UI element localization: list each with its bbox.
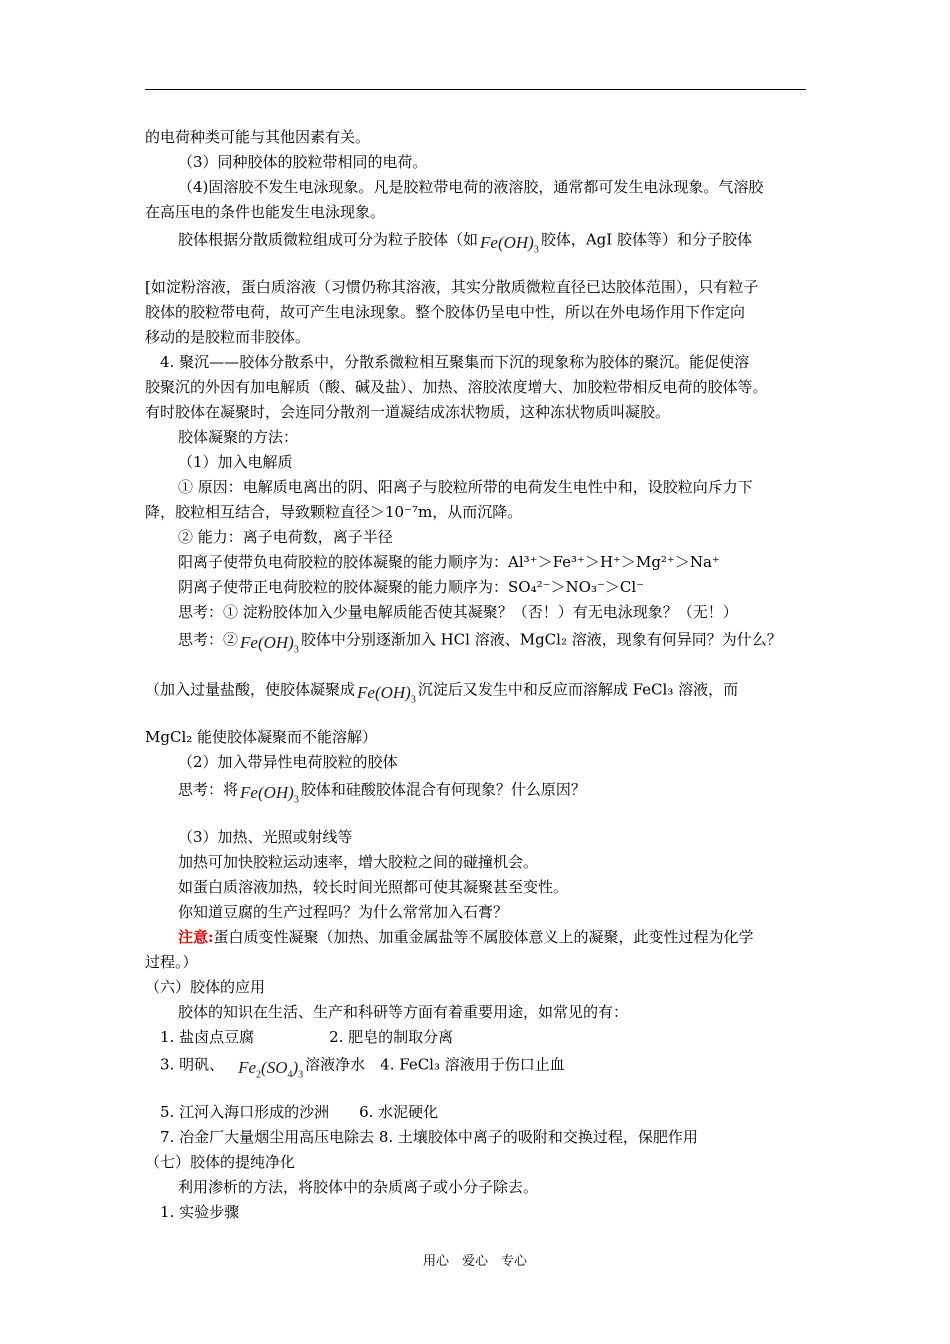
text-line: 4. 聚沉——胶体分散系中，分散系微粒相互聚集而下沉的现象称为胶体的聚沉。能促使溶 (160, 353, 750, 371)
text-line: （3）加热、光照或射线等 (178, 828, 353, 846)
formula-feoh3: $Fe(OH)_3$ (240, 783, 299, 806)
formula-feoh3: $Fe(OH)_3$ (240, 633, 299, 656)
text-line: 有时胶体在凝聚时，会连同分散剂一道凝结成冻状物质，这种冻状物质叫凝胶。 (145, 403, 671, 421)
text-line: [如淀粉溶液，蛋白质溶液（习惯仍称其溶液，其实分散质微粒直径已达胶体范围），只有粒子 (145, 278, 759, 296)
text-line: 移动的是胶粒而非胶体。 (145, 328, 311, 346)
text-segment: 胶体中分别逐渐加入 HCl 溶液、MgCl₂ 溶液，现象有何异同？为什么？ (300, 630, 782, 649)
section-heading: （六）胶体的应用 (145, 978, 266, 996)
text-line: 阳离子使带负电荷胶粒的胶体凝聚的能力顺序为：Al³⁺＞Fe³⁺＞H⁺＞Mg²⁺＞Na⁺ (178, 553, 720, 571)
text-segment: 思考：将 (178, 780, 239, 799)
formula-fe2so43: $Fe_2(SO_4)_3$ (238, 1058, 304, 1081)
text-line: （1）加入电解质 (178, 453, 293, 471)
list-item: 1. 实验步骤 (160, 1203, 240, 1221)
text-segment: 胶体，AgI 胶体等）和分子胶体 (540, 230, 752, 249)
text-segment: 蛋白质变性凝聚（加热、加重金属盐等不属胶体意义上的凝聚，此变性过程为化学 (213, 928, 754, 946)
text-segment: 思考：② (178, 630, 239, 649)
list-item (160, 1052, 565, 1079)
text-line (178, 227, 752, 254)
text-line: 思考：① 淀粉胶体加入少量电解质能否使其凝聚？（否！）有无电泳现象？（无！） (178, 603, 738, 621)
text-line: 胶体凝聚的方法： (178, 428, 299, 446)
text-line: 你知道豆腐的生产过程吗？为什么常常加入石膏？ (178, 903, 509, 921)
text-line: 加热可加快胶粒运动速率，增大胶粒之间的碰撞机会。 (178, 853, 539, 871)
text-line: 在高压电的条件也能发生电泳现象。 (145, 203, 386, 221)
list-item: 5. 江河入海口形成的沙洲 6. 水泥硬化 (160, 1103, 439, 1121)
text-line: （3）同种胶体的胶粒带相同的电荷。 (178, 153, 428, 171)
text-line: ① 原因：电解质电离出的阴、阳离子与胶粒所带的电荷发生电性中和，设胶粒向斥力下 (178, 478, 753, 496)
text-line: MgCl₂ 能使胶体凝聚而不能溶解） (145, 728, 378, 746)
page-footer: 用心 爱心 专心 (422, 1254, 527, 1269)
text-line (178, 627, 782, 654)
list-item: 1. 盐卤点豆腐 2. 肥皂的制取分离 (160, 1028, 454, 1046)
formula-feoh3: $Fe(OH)_3$ (357, 683, 416, 706)
text-segment: 沉淀后又发生中和反应而溶解成 FeCl₃ 溶液，而 (417, 680, 739, 699)
header-rule (145, 89, 806, 90)
text-segment: 3. 明矾、 (160, 1055, 225, 1074)
text-line: 胶体的知识在生活、生产和科研等方面有着重要用途，如常见的有： (178, 1003, 629, 1021)
text-line (178, 777, 586, 804)
list-item: 7. 冶金厂大量烟尘用高压电除去 8. 土壤胶体中离子的吸附和交换过程，保肥作用 (160, 1128, 698, 1146)
section-heading: （七）胶体的提纯净化 (145, 1153, 296, 1171)
text-segment: 胶体和硅酸胶体混合有何现象？什么原因？ (300, 780, 586, 799)
text-line (178, 927, 754, 947)
text-line: 的电荷种类可能与其他因素有关。 (145, 128, 371, 146)
text-line: （2）加入带异性电荷胶粒的胶体 (178, 753, 398, 771)
text-line (145, 677, 738, 704)
text-segment: 胶体根据分散质微粒组成可分为粒子胶体（如 (178, 230, 479, 249)
formula-feoh3: $Fe(OH)_3$ (480, 233, 539, 256)
text-line: 如蛋白质溶液加热，较长时间光照都可使其凝聚甚至变性。 (178, 878, 569, 896)
text-segment: （加入过量盐酸，使胶体凝聚成 (145, 680, 356, 699)
text-segment: 溶液净水 4. FeCl₃ 溶液用于伤口止血 (305, 1055, 565, 1074)
text-line: ② 能力：离子电荷数，离子半径 (178, 528, 393, 546)
text-line: 利用渗析的方法，将胶体中的杂质离子或小分子除去。 (178, 1178, 539, 1196)
text-line: 过程。） (145, 953, 198, 971)
text-line: 胶体的胶粒带电荷，故可产生电泳现象。整个胶体仍呈电中性，所以在外电场作用下作定向 (145, 303, 746, 321)
note-label: 注意: (178, 928, 214, 946)
text-line: 胶聚沉的外因有加电解质（酸、碱及盐）、加热、溶胶浓度增大、加胶粒带相反电荷的胶体等。 (145, 378, 768, 396)
text-line: （4)固溶胶不发生电泳现象。凡是胶粒带电荷的液溶胶，通常都可发生电泳现象。气溶胶 (178, 178, 764, 196)
text-line: 阴离子使带正电荷胶粒的胶体凝聚的能力顺序为：SO₄²⁻＞NO₃⁻＞Cl⁻ (178, 578, 645, 596)
text-line: 降，胶粒相互结合，导致颗粒直径＞10⁻⁷m，从而沉降。 (145, 503, 523, 521)
